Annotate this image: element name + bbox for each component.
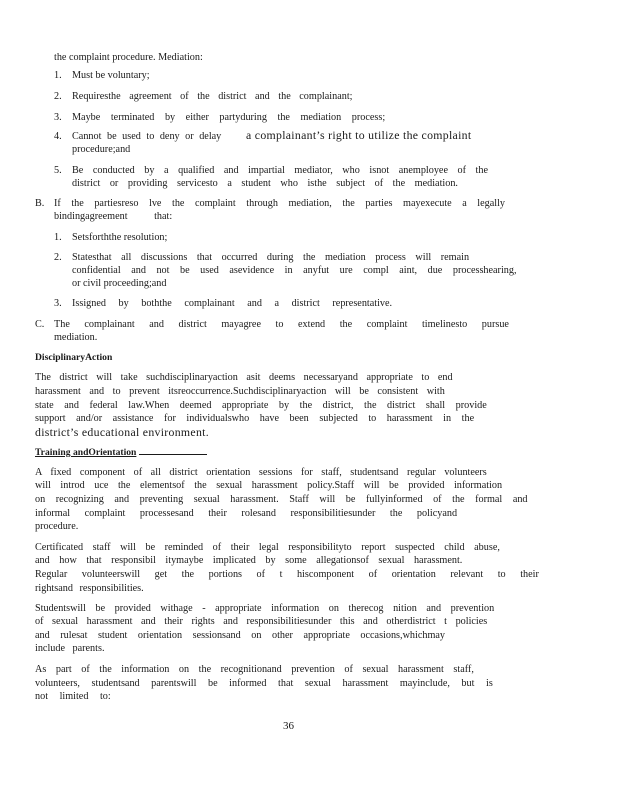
item-number: 1. <box>54 70 62 81</box>
item-text: Must be voluntary; <box>72 70 150 81</box>
list-item <box>0 251 618 293</box>
section-heading: Training andOrientation <box>35 447 137 458</box>
item-text: Be conducted by a qualified and impartial mediator, who isnot anemployee of the <box>72 165 488 176</box>
paragraph-line: procedure. <box>35 521 79 532</box>
paragraph-line: rightsand responsibilities. <box>35 583 144 594</box>
item-text: Issigned by boththe complainant and a district representative. <box>72 298 393 309</box>
paragraph-line: include parents. <box>35 643 105 654</box>
paragraph-line: state and federal law.When deemed appropriate by the district, the district shall provide <box>35 400 487 411</box>
item-number: 3. <box>54 298 62 309</box>
section-label: C. <box>35 319 45 330</box>
item-text: Setsforththe resolution; <box>72 232 168 243</box>
paragraph-line: Regular volunteerswill get the portions of t hiscomponent of orientation relevant to their <box>35 569 539 580</box>
item-number: 2. <box>54 91 62 102</box>
section-text: The complainant and district mayagree to extend the complaint timelinesto pursue <box>54 319 509 330</box>
intro-line: the complaint procedure. Mediation: <box>54 52 203 63</box>
paragraph-line: not limited to: <box>35 691 111 702</box>
paragraph-line: Studentswill be provided withage - appropriate information on therecog nition and prevention <box>35 603 495 614</box>
list-item <box>0 164 618 192</box>
paragraph-line: volunteers, studentsand parentswill be informed that sexual harassment mayinclude, but is <box>35 678 493 689</box>
paragraph-line: will introd uce the elementsof the sexual harassment policy.Staff will be provided information <box>35 480 503 491</box>
section-label: B. <box>35 198 45 209</box>
section-heading-row <box>35 446 207 460</box>
heading-underline <box>139 453 207 455</box>
paragraph-line: Certificated staff will be reminded of their legal responsibilityto report suspected child abuse, <box>35 542 500 553</box>
item-text: procedure;and <box>72 144 131 155</box>
item-number: 4. <box>54 131 62 142</box>
paragraph-line: informal complaint processesand their rolesand responsibilitiesunder the policyand <box>35 508 458 519</box>
paragraph-line: and rulesat student orientation sessionsand on other appropriate occasions,whichmay <box>35 630 446 641</box>
item-number: 5. <box>54 165 62 176</box>
paragraph-line: of sexual harassment and their rights and responsibilitiesunder this and otherdistrict t policies <box>35 616 488 627</box>
item-text: or civil proceeding;and <box>72 278 167 289</box>
item-text: Statesthat all discussions that occurred during the mediation process will remain <box>72 252 470 263</box>
section-c <box>0 318 618 346</box>
item-text: Maybe terminated by either partyduring the mediation process; <box>72 112 386 123</box>
section-text: bindingagreement that: <box>54 211 173 222</box>
paragraph-line: harassment and to prevent itsreoccurrence.Suchdisciplinaryaction will be consistent with <box>35 386 445 397</box>
paragraph-line: on recognizing and preventing sexual harassment. Staff will be fullyinformed of the formal and <box>35 494 528 505</box>
item-text: Requiresthe agreement of the district and the complainant; <box>72 91 353 102</box>
section-heading: DisciplinaryAction <box>35 352 113 363</box>
paragraph-line: The district will take suchdisciplinaryaction asit deems necessaryand appropriate to end <box>35 372 453 383</box>
list-item <box>0 130 618 158</box>
paragraph-line: A fixed component of all district orientation sessions for staff, studentsand regular volunteers <box>35 467 487 478</box>
item-number: 3. <box>54 112 62 123</box>
item-text: confidential and not be used asevidence in anyfut ure compl aint, due processhearing, <box>72 265 517 276</box>
page-number: 36 <box>283 720 294 732</box>
item-text: a complainant’s right to utilize the complaint <box>246 128 472 142</box>
section-b <box>0 197 618 225</box>
paragraph-line: As part of the information on the recognitionand prevention of sexual harassment staff, <box>35 664 474 675</box>
paragraph-line: and how that responsibil itymaybe implicated by some allegationsof sexual harassment. <box>35 555 463 566</box>
item-text: district or providing servicesto a student who isthe subject of the mediation. <box>72 178 458 189</box>
section-text: If the partiesreso lve the complaint through mediation, the parties mayexecute a legally <box>54 198 506 209</box>
item-number: 1. <box>54 232 62 243</box>
paragraph-line: support and/or assistance for individualswho have been subjected to harassment in the <box>35 413 475 424</box>
item-number: 2. <box>54 252 62 263</box>
item-text: Cannot be used to deny or delay <box>72 131 222 142</box>
section-text: mediation. <box>54 332 98 343</box>
paragraph-line: district’s educational environment. <box>35 425 209 439</box>
